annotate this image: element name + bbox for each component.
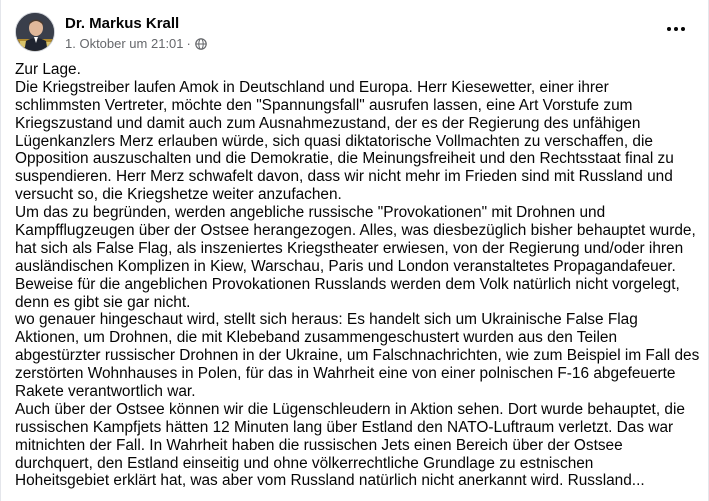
post-text-line: russischen Kampfjets hätten 12 Minuten lang über Estland den NATO-Luftraum verletzt. Das war	[15, 418, 674, 436]
author-name[interactable]: Dr. Markus Krall	[65, 15, 180, 32]
post-text-line: mitnichten der Fall. In Wahrheit haben die russischen Jets einen Bereich über der Ostsee	[15, 436, 623, 454]
post-meta	[65, 36, 207, 51]
post-text-line: durchquert, den Estland einseitig und ohne völkerrechtliche Grundlage zu estnischen	[15, 454, 594, 472]
post-text-line: Um das zu begründen, werden angebliche russische "Provokationen" mit Drohnen und	[15, 204, 606, 222]
post-text-line: Beweise für die angeblichen Provokationen Russlands werden dem Volk natürlich nicht vorgelegt,	[15, 275, 680, 293]
post-text-line: Lügenkanzlers Merz erlauben würde, sich quasi diktatorische Vollmachten zu verschaffen, die	[15, 132, 653, 150]
post-text-line: wo genauer hingeschaut wird, stellt sich heraus: Es handelt sich um Ukrainische False Flag	[15, 311, 638, 329]
post-text-line: Kriegszustand und damit auch zum Ausnahmezustand, der es der Regierung des unfähigen	[15, 114, 641, 132]
post-text-line: Zur Lage.	[15, 61, 81, 78]
post-text-line: Die Kriegstreiber laufen Amok in Deutschland und Europa. Herr Kiesewetter, einer ihrer	[15, 78, 609, 96]
globe-icon[interactable]	[195, 38, 207, 50]
post-text-line: Auch über der Ostsee können wir die Lügenschleudern in Aktion sehen. Dort wurde behauptet, die	[15, 400, 685, 418]
post-text-line: Rakete verantwortlich war.	[15, 383, 196, 401]
post-text-line: denn es gibt sie gar nicht.	[15, 293, 191, 311]
more-options-icon[interactable]	[662, 18, 690, 40]
post-text-line: Kampfflugzeugen über der Ostsee herangezogen. Alles, was diesbezüglich bisher behauptet wurde,	[15, 222, 696, 240]
post-timestamp[interactable]: 1. Oktober um 21:01	[65, 36, 184, 51]
post-text-line: abgestürzter russischer Drohnen in der Ukraine, um Falschnachrichten, wie zum Beispiel im Fall des	[15, 347, 700, 365]
avatar-image	[16, 13, 55, 52]
post-text-line: versucht so, die Kriegshetze weiter anzufachen.	[15, 186, 342, 204]
post-text-line: Hoheitsgebiet erklärt hat, was aber vom Russland natürlich nicht anerkannt wird. Russland...	[15, 472, 645, 490]
post-text	[15, 61, 705, 490]
post-text-line: Opposition auszuschalten und die Demokratie, die Meinungsfreiheit und den Rechtsstaat final zu	[15, 150, 674, 168]
post-text-line: hat sich als False Flag, als inszeniertes Kriegstheater erwiesen, von der Regierung und/oder ihren	[15, 239, 684, 257]
post-header	[15, 12, 694, 56]
post-text-line: zerstörten Wohnhauses in Polen, für das in Wahrheit eine von einer polnischen F-16 abgefeuerte	[15, 365, 676, 383]
post-text-line: Aktionen, um Drohnen, die mit Klebeband zusammengeschustert wurden aus den Teilen	[15, 329, 618, 347]
post-text-line: ausländischen Komplizen in Kiew, Warschau, Paris und London veranstaltetes Propagandafeuer.	[15, 257, 676, 275]
post-text-line: suspendieren. Herr Merz schwafelt davon, dass wir nicht mehr im Frieden sind mit Russland und	[15, 168, 673, 186]
meta-separator: ·	[186, 36, 191, 51]
post-text-line: schlimmsten Vertreter, möchte den "Spannungsfall" ausrufen lassen, eine Art Vorstufe zum	[15, 96, 633, 114]
avatar[interactable]	[15, 12, 55, 52]
